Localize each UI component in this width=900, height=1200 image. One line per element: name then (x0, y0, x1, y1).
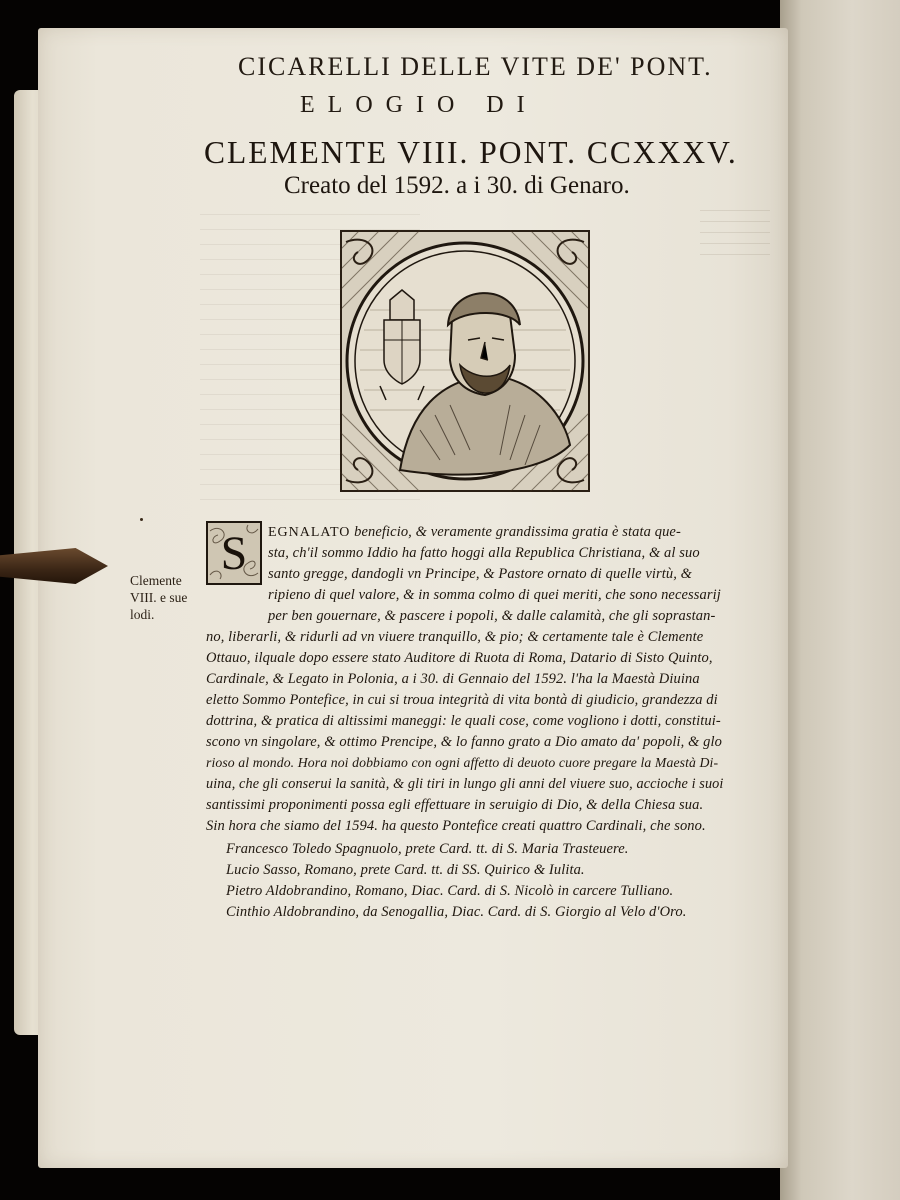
pope-portrait-woodcut (340, 230, 590, 492)
body-line: uina, che gli conserui la sanità, & gli tiri in lungo gli anni del viuere suo, accioche i suoi (206, 776, 724, 792)
decorated-initial (206, 521, 262, 585)
body-line: no, liberarli, & ridurli ad vn viuere tranquillo, & pio; & certamente tale è Clemente (206, 629, 704, 645)
page-title: CLEMENTE VIII. PONT. CCXXXV. (204, 135, 738, 170)
body-line: santo gregge, dandogli vn Principe, & Pastore ornato di quelle virtù, & (268, 566, 693, 582)
body-line: eletto Sommo Pontefice, in cui si troua integrità di vita bontà di giudicio, grandezza di (206, 692, 718, 708)
margin-mark (140, 518, 143, 521)
body-line: Sin hora che siamo del 1594. ha questo Pontefice creati quattro Cardinali, che sono. (206, 818, 706, 834)
running-head: CICARELLI DELLE VITE DE' PONT. (238, 52, 713, 81)
body-line-text: beneficio, & veramente grandissima gratia è stata que- (350, 524, 681, 540)
body-line: per ben gouernare, & pascere i popoli, & dalle calamità, che gli soprastan- (268, 608, 716, 624)
cardinal-entry: Pietro Aldobrandino, Romano, Diac. Card. di S. Nicolò in carcere Tulliano. (226, 883, 674, 899)
margin-note-line: lodi. (130, 607, 155, 622)
body-line: santissimi proponimenti possa egli effettuare in seruigio di Dio, & della Chiesa sua. (206, 797, 704, 813)
cardinal-entry: Lucio Sasso, Romano, prete Card. tt. di SS. Quirico & Iulita. (226, 862, 585, 878)
cardinal-entry: Francesco Toledo Spagnuolo, prete Card. tt. di S. Maria Trasteuere. (226, 841, 629, 857)
drop-cap-letter: S (220, 527, 248, 580)
body-line: Ottauo, ilquale dopo essere stato Auditore di Ruota di Roma, Datario di Sisto Quinto, (206, 650, 713, 666)
margin-note-line: VIII. e sue (130, 590, 188, 605)
elogio-label: ELOGIO DI (300, 92, 538, 118)
body-line: Cardinale, & Legato in Polonia, a i 30. di Gennaio del 1592. l'ha la Maestà Diuina (206, 671, 700, 687)
body-line: dottrina, & pratica di altissimi maneggi: le quali cose, come vogliono i dotti, constitui- (206, 713, 721, 729)
body-line: ripieno di quel valore, & in somma colmo di quei meriti, che sono necessarij (268, 587, 721, 603)
body-line (268, 524, 718, 541)
body-line-lead: EGNALATO (268, 525, 351, 540)
facing-page (780, 0, 900, 1200)
cardinal-entry: Cinthio Aldobrandino, da Senogallia, Diac. Card. di S. Giorgio al Velo d'Oro. (226, 904, 687, 920)
show-through-catchword (420, 960, 560, 986)
margin-note (130, 572, 200, 623)
body-line: sta, ch'il sommo Iddio ha fatto hoggi alla Republica Christiana, & al suo (268, 545, 700, 561)
show-through-margin (700, 200, 770, 260)
page-subtitle: Creato del 1592. a i 30. di Genaro. (284, 172, 630, 199)
margin-note-line: Clemente (130, 573, 182, 588)
body-line: scono vn singolare, & ottimo Prencipe, & lo fanno grato a Dio amato da' popoli, & glo (206, 734, 722, 750)
facing-page-show-through (810, 140, 890, 220)
body-line: rioso al mondo. Hora noi dobbiamo con ogni affetto di deuoto cuore pregare la Maestà Di- (206, 755, 719, 770)
